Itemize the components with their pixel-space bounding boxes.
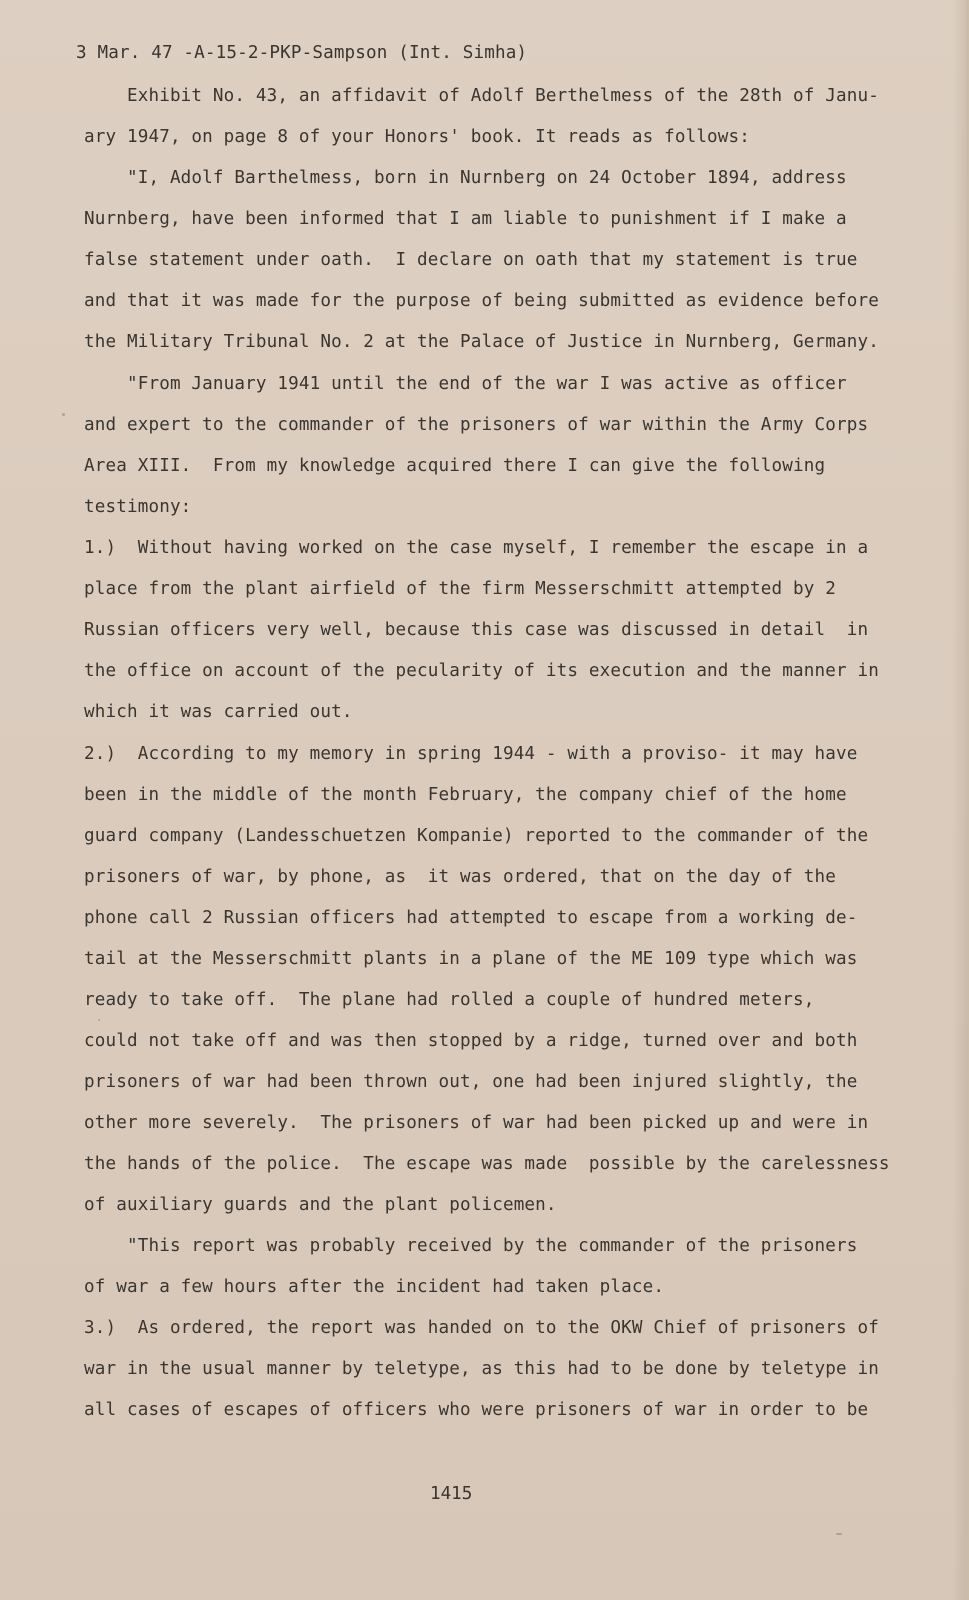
paper-speck [836,1533,842,1535]
text-line-20: prisoners of war, by phone, as it was ordered, that on the day of the [84,867,836,887]
text-line-25: prisoners of war had been thrown out, one had been injured slightly, the [84,1072,858,1092]
text-line-32: war in the usual manner by teletype, as this had to be done by teletype in [84,1359,879,1379]
text-line-21: phone call 2 Russian officers had attempted to escape from a working de- [84,908,858,928]
text-line-16: which it was carried out. [84,702,353,722]
text-line-18: been in the middle of the month February, the company chief of the home [84,785,847,805]
text-line-5: false statement under oath. I declare on oath that my statement is true [84,250,858,270]
text-line-17: 2.) According to my memory in spring 1944 - with a proviso- it may have [84,744,858,764]
text-line-33: all cases of escapes of officers who were prisoners of war in order to be [84,1400,869,1420]
text-line-8: "From January 1941 until the end of the war I was active as officer [84,374,847,394]
text-line-4: Nurnberg, have been informed that I am liable to punishment if I make a [84,209,847,229]
text-line-19: guard company (Landesschuetzen Kompanie) reported to the commander of the [84,826,869,846]
document-header: 3 Mar. 47 -A-15-2-PKP-Sampson (Int. Simha) [76,43,528,63]
text-line-10: Area XIII. From my knowledge acquired there I can give the following [84,456,826,476]
text-line-28: of auxiliary guards and the plant policemen. [84,1195,557,1215]
text-line-14: Russian officers very well, because this case was discussed in detail in [84,620,869,640]
text-line-11: testimony: [84,497,192,517]
text-line-15: the office on account of the pecularity of its execution and the manner in [84,661,879,681]
paper-speck [98,1019,100,1021]
text-line-7: the Military Tribunal No. 2 at the Palace of Justice in Nurnberg, Germany. [84,332,879,352]
text-line-31: 3.) As ordered, the report was handed on to the OKW Chief of prisoners of [84,1318,879,1338]
text-line-24: could not take off and was then stopped by a ridge, turned over and both [84,1031,858,1051]
text-line-6: and that it was made for the purpose of being submitted as evidence before [84,291,879,311]
text-line-2: ary 1947, on page 8 of your Honors' book. It reads as follows: [84,127,751,147]
text-line-3: "I, Adolf Barthelmess, born in Nurnberg on 24 October 1894, address [84,168,847,188]
page-number: 1415 [430,1484,473,1504]
page-edge-shadow [952,0,966,1600]
text-line-9: and expert to the commander of the prisoners of war within the Army Corps [84,415,869,435]
text-line-26: other more severely. The prisoners of war had been picked up and were in [84,1113,869,1133]
text-line-12: 1.) Without having worked on the case myself, I remember the escape in a [84,538,869,558]
text-line-13: place from the plant airfield of the firm Messerschmitt attempted by 2 [84,579,836,599]
paper-speck [62,413,65,416]
text-line-29: "This report was probably received by the commander of the prisoners [84,1236,858,1256]
text-line-1: Exhibit No. 43, an affidavit of Adolf Berthelmess of the 28th of Janu- [84,86,879,106]
text-line-30: of war a few hours after the incident had taken place. [84,1277,665,1297]
text-line-22: tail at the Messerschmitt plants in a plane of the ME 109 type which was [84,949,858,969]
text-line-23: ready to take off. The plane had rolled a couple of hundred meters, [84,990,815,1010]
text-line-27: the hands of the police. The escape was made possible by the carelessness [84,1154,890,1174]
